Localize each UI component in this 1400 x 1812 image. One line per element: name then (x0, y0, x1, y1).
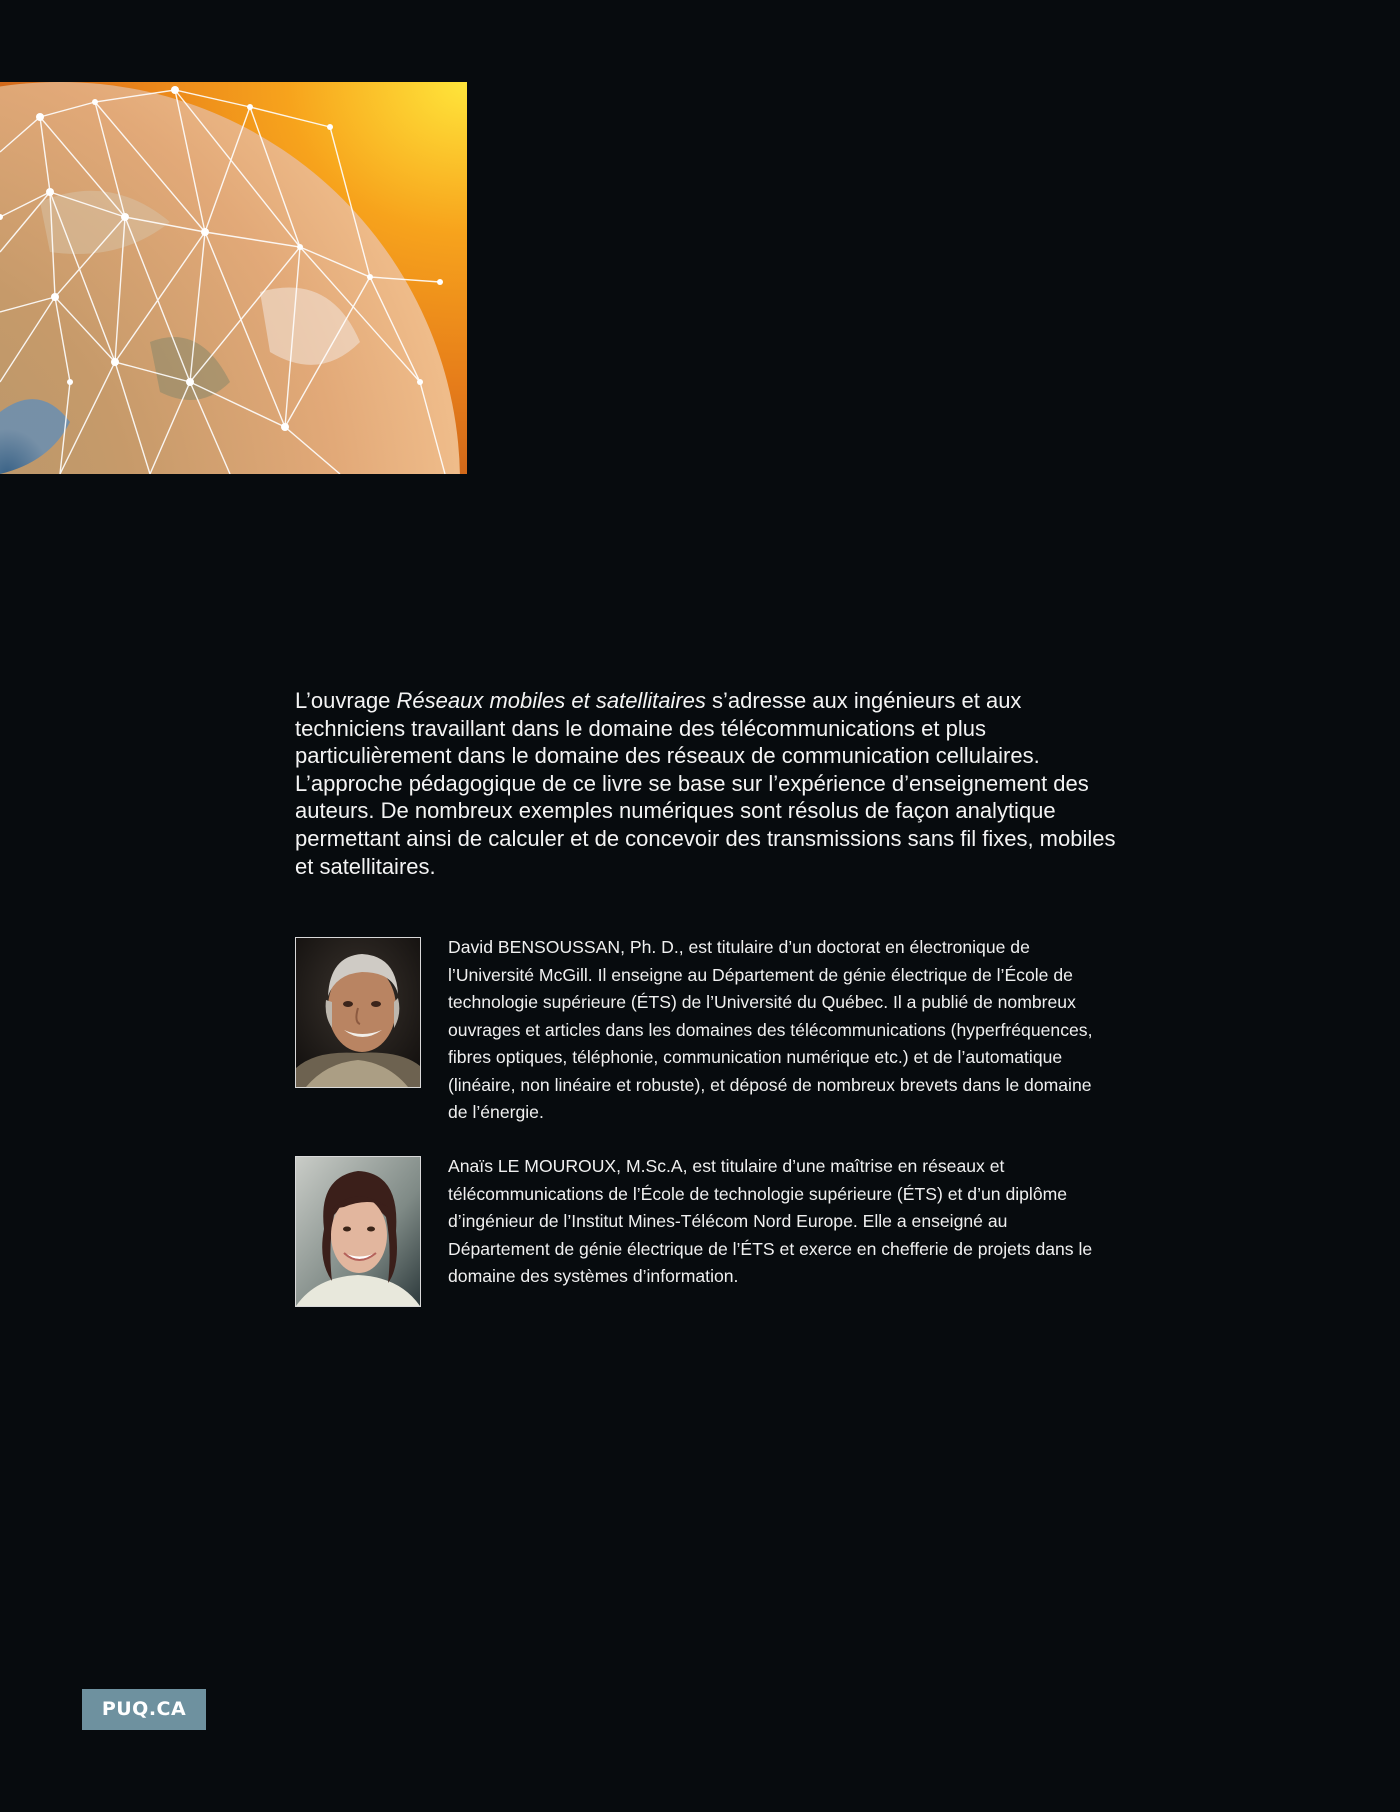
author-photo (295, 937, 421, 1088)
book-title: Réseaux mobiles et satellitaires (396, 688, 706, 713)
author-bio: David BENSOUSSAN, Ph. D., est titulaire d’un doctorat en électronique de l’Université McGill. Il enseigne au Département de génie électrique de l’École de technologie supérieure (ÉTS) de l’Université du Québec. Il a publié de nombreux ouvrages et articles dans les domaines des télécommunications (hyperfréquences, fibres optiques, téléphonie, communication numérique etc.) et de l’automatique (linéaire, non linéaire et robuste), et déposé de nombreux brevets dans le domaine de l’énergie. (448, 937, 1093, 1122)
author-bio: Anaïs LE MOUROUX, M.Sc.A, est titulaire d’une maîtrise en réseaux et télécommunications de l’École de technologie supérieure (ÉTS) et d’un diplôme d’ingénieur de l’Institut Mines-Télécom Nord Europe. Elle a enseigné au Département de génie électrique de l’ÉTS et exerce en chefferie de projets dans le domaine des systèmes d’information. (448, 1156, 1093, 1286)
cover-globe-image (0, 82, 467, 474)
publisher-logo[interactable]: PUQ.CA (82, 1689, 206, 1730)
author-photo (295, 1156, 421, 1307)
intro-paragraph (295, 687, 1125, 880)
intro-text: s’adresse aux ingénieurs et aux techniciens travaillant dans le domaine des télécommunications et plus particulièrement dans le domaine des réseaux de communication cellulaires. L’approche pédagogique de ce livre se base sur l’expérience d’enseignement des auteurs. De nombreux exemples numériques sont résolus de façon analytique permettant ainsi de calculer et de concevoir des transmissions sans fil fixes, mobiles et satellitaires. (295, 688, 1116, 879)
intro-prefix: L’ouvrage (295, 688, 397, 713)
